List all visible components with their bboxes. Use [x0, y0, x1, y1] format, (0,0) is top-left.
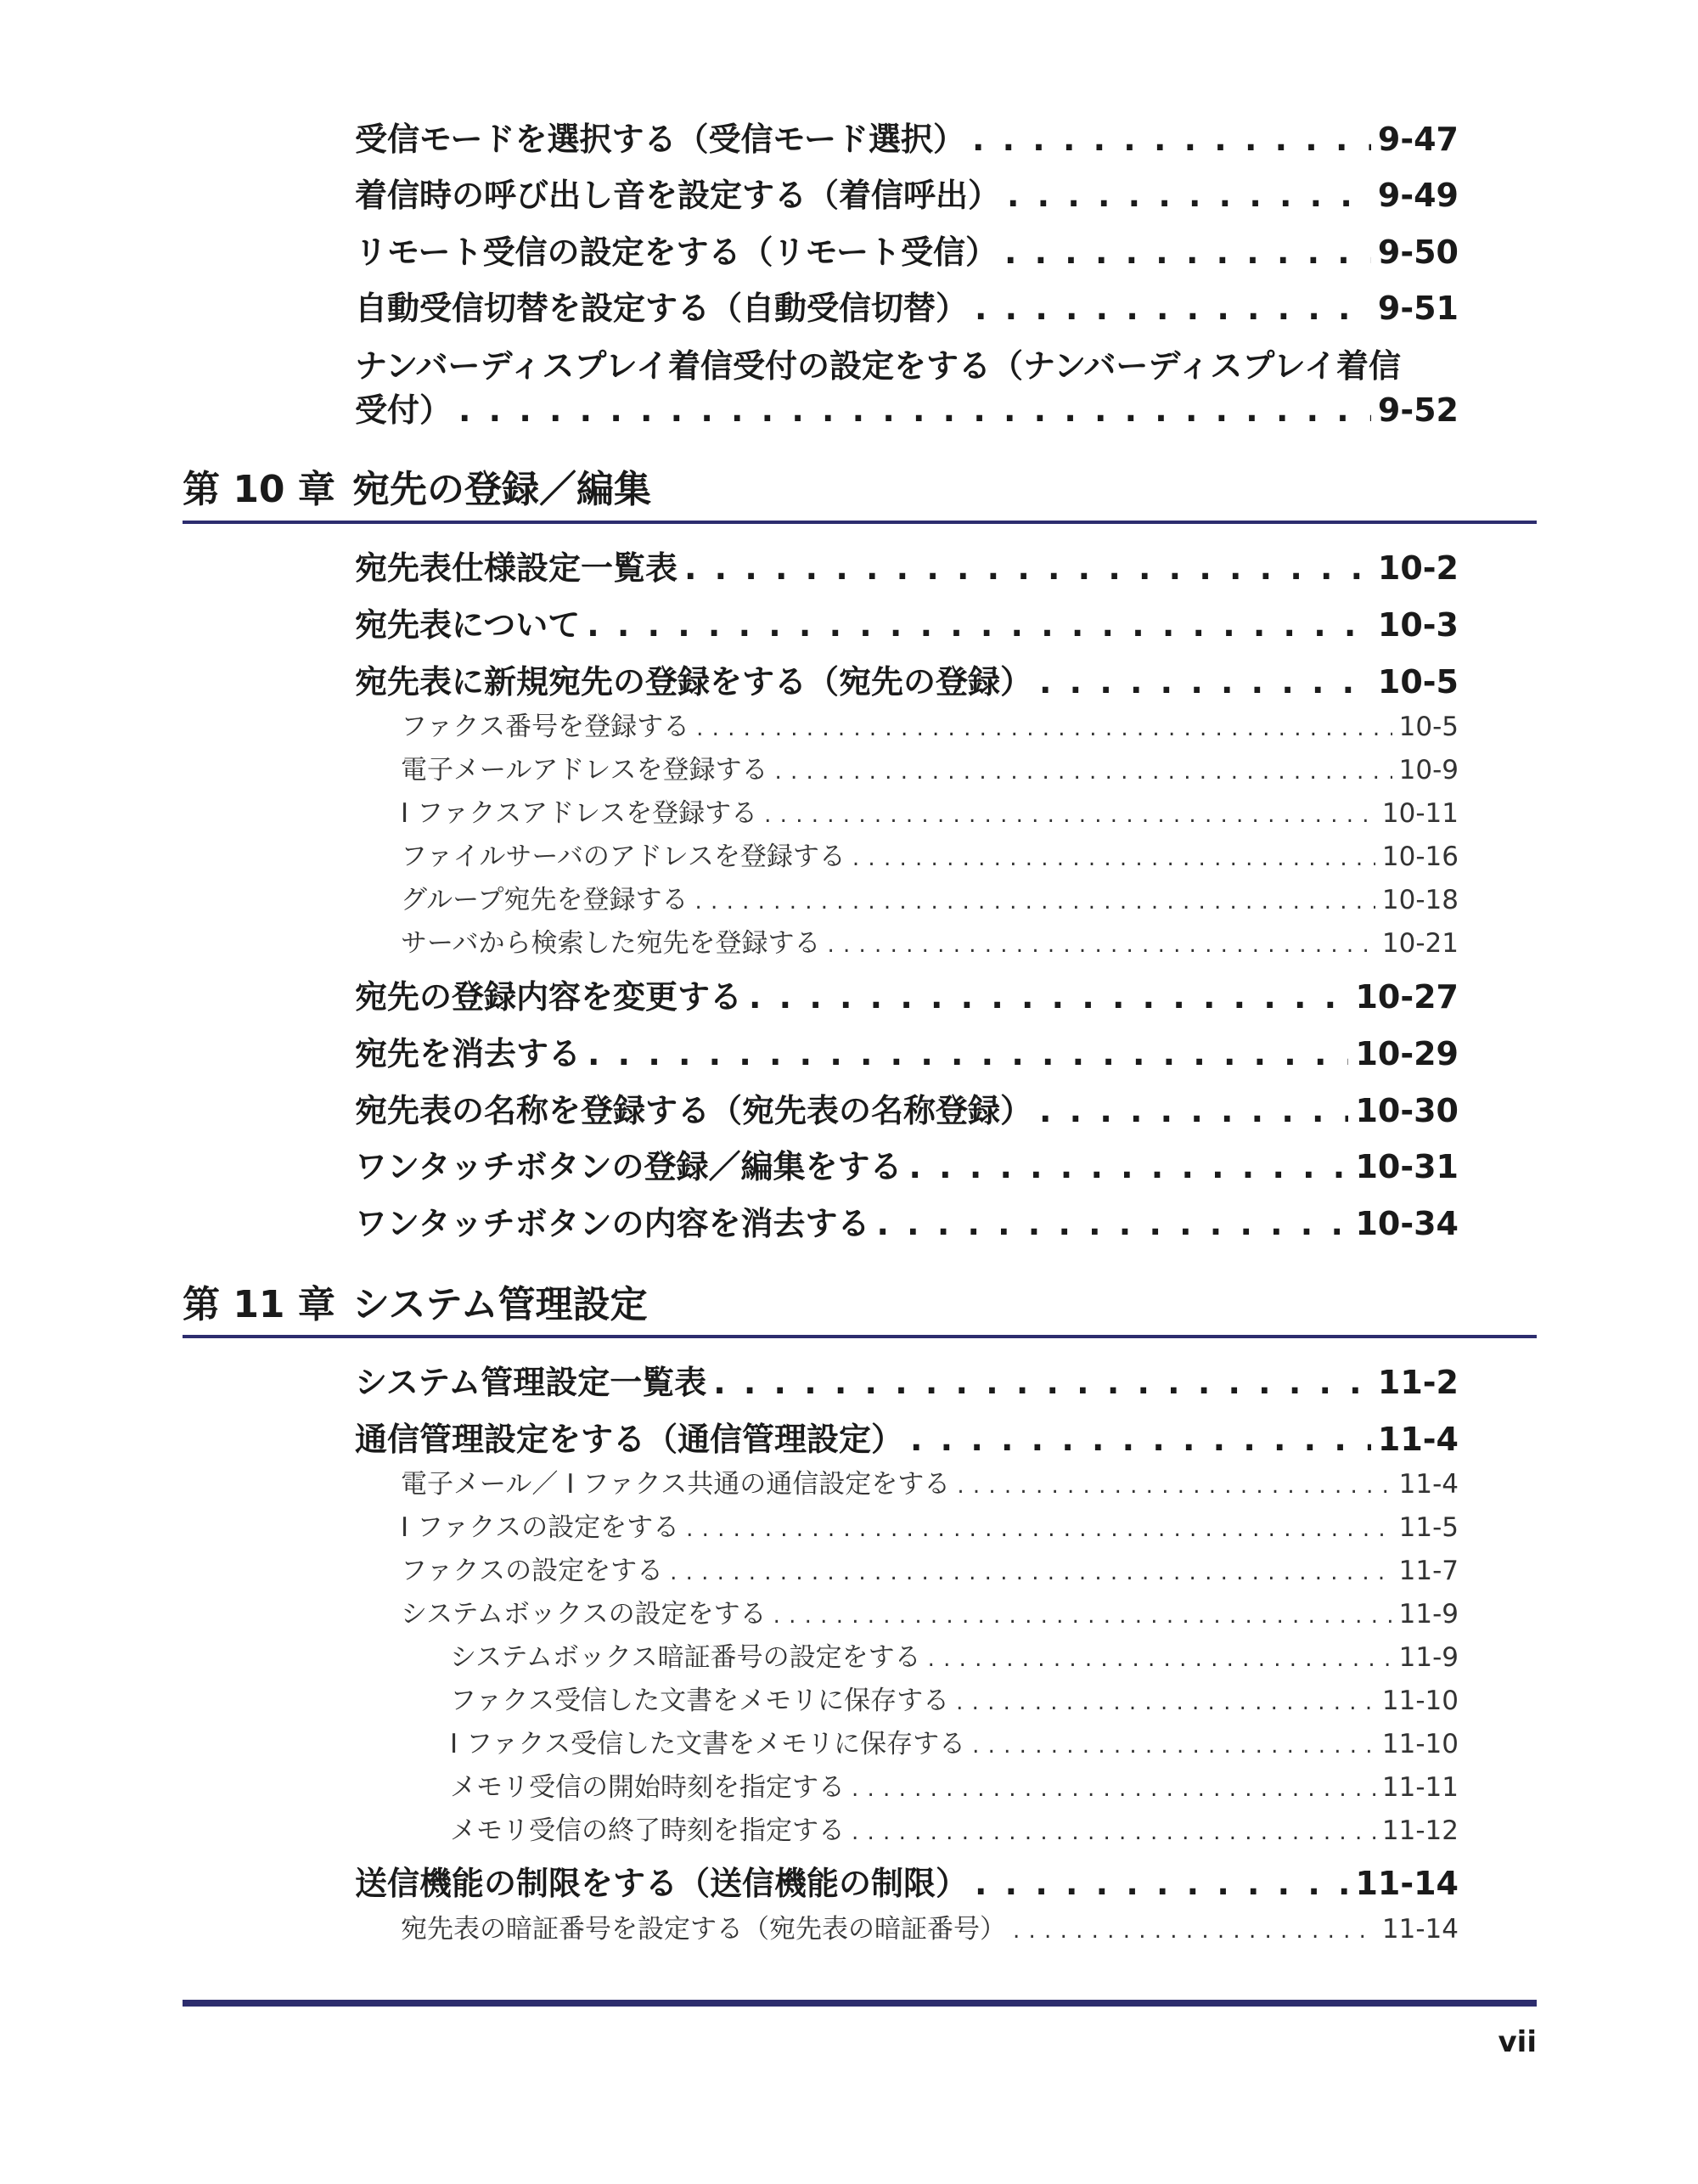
toc-subentry-title: I ファクスアドレスを登録する	[401, 798, 758, 829]
toc-entry[interactable]	[355, 1857, 1459, 1905]
toc-subentry-page: 11-14	[1381, 1914, 1459, 1945]
leader-dots	[684, 549, 1371, 587]
leader-dots	[696, 716, 1392, 741]
toc-entry-page: 11-4	[1377, 1421, 1459, 1458]
toc-subentry[interactable]	[401, 705, 1459, 742]
toc-entry[interactable]	[355, 971, 1459, 1018]
toc-entry-title: システム管理設定一覧表	[355, 1364, 707, 1401]
leader-dots	[1004, 234, 1371, 271]
toc-entry[interactable]	[355, 656, 1459, 703]
toc-entry-title: リモート受信の設定をする（リモート受信）	[355, 234, 998, 271]
toc-entry[interactable]	[355, 384, 1459, 431]
leader-dots	[686, 1517, 1392, 1542]
toc-entry-page: 10-27	[1355, 978, 1459, 1016]
leader-dots	[713, 1364, 1371, 1401]
toc-subentry[interactable]	[401, 1907, 1459, 1945]
toc-subentry[interactable]	[401, 748, 1459, 785]
toc-entry-title: ワンタッチボタンの登録／編集をする	[355, 1148, 902, 1185]
toc-subsubentry-page: 11-11	[1381, 1772, 1459, 1803]
toc-subentry[interactable]	[401, 835, 1459, 872]
leader-dots	[1013, 1918, 1375, 1944]
toc-entry-page: 11-2	[1377, 1364, 1459, 1401]
toc-subentry-page: 11-5	[1398, 1512, 1459, 1543]
toc-subsubentry-title: メモリ受信の終了時刻を指定する	[450, 1815, 845, 1846]
leader-dots	[670, 1560, 1392, 1585]
toc-subsubentry[interactable]	[450, 1722, 1459, 1759]
toc-entry[interactable]	[355, 113, 1459, 160]
chapter-heading	[183, 1274, 648, 1328]
toc-entry[interactable]	[355, 1140, 1459, 1188]
toc-entry-page: 10-2	[1377, 549, 1459, 587]
toc-entry-wrapped-line1[interactable]: ナンバーディスプレイ着信受付の設定をする（ナンバーディスプレイ着信	[355, 347, 1401, 385]
leader-dots	[975, 1865, 1348, 1902]
toc-subentry-title: I ファクスの設定をする	[401, 1512, 680, 1543]
toc-entry-page: 10-34	[1355, 1205, 1459, 1242]
toc-subsubentry-page: 11-10	[1381, 1686, 1459, 1716]
toc-subentry-title: サーバから検索した宛先を登録する	[401, 928, 821, 959]
leader-dots	[972, 121, 1371, 158]
leader-dots	[972, 1733, 1375, 1759]
toc-entry-title: 宛先表に新規宛先の登録をする（宛先の登録）	[355, 663, 1033, 701]
leader-dots	[876, 1205, 1348, 1242]
chapter-divider	[183, 1335, 1537, 1338]
toc-entry-page: 9-50	[1377, 234, 1459, 271]
chapter-title: システム管理設定	[352, 1283, 648, 1326]
toc-subentry-title: 電子メール／ I ファクス共通の通信設定をする	[401, 1469, 951, 1500]
page-number: vii	[1498, 2025, 1537, 2059]
leader-dots	[957, 1473, 1392, 1499]
toc-subentry-page: 10-9	[1398, 755, 1459, 785]
leader-dots	[908, 1148, 1348, 1185]
toc-subsubentry[interactable]	[450, 1765, 1459, 1803]
toc-entry-title: 受信モードを選択する（受信モード選択）	[355, 121, 965, 158]
toc-subsubentry[interactable]	[450, 1809, 1459, 1846]
toc-entry[interactable]	[355, 169, 1459, 217]
toc-entry-title: 宛先表の名称を登録する（宛先表の名称登録）	[355, 1092, 1033, 1129]
leader-dots	[458, 391, 1371, 429]
toc-entry-title: ワンタッチボタンの内容を消去する	[355, 1205, 870, 1242]
toc-subentry-title: システムボックスの設定をする	[401, 1599, 767, 1630]
toc-entry-page: 9-47	[1377, 121, 1459, 158]
toc-entry[interactable]	[355, 599, 1459, 646]
toc-subsubentry-page: 11-10	[1381, 1729, 1459, 1759]
toc-subentry-page: 11-9	[1398, 1599, 1459, 1630]
toc-entry-title: 自動受信切替を設定する（自動受信切替）	[355, 290, 969, 327]
leader-dots	[1039, 663, 1371, 701]
leader-dots	[975, 290, 1371, 327]
toc-entry-title: 受付）	[355, 391, 453, 429]
toc-subentry[interactable]	[401, 1462, 1459, 1500]
footer-divider	[183, 2000, 1537, 2007]
toc-entry[interactable]	[355, 1413, 1459, 1461]
toc-subsubentry-page: 11-9	[1398, 1642, 1459, 1673]
toc-subentry-page: 11-7	[1398, 1556, 1459, 1586]
toc-entry-title: 宛先を消去する	[355, 1035, 582, 1072]
leader-dots	[1007, 177, 1371, 214]
leader-dots	[1039, 1092, 1348, 1129]
chapter-number: 第 11 章	[183, 1283, 335, 1326]
toc-subentry-page: 10-5	[1398, 712, 1459, 742]
toc-subentry[interactable]	[401, 791, 1459, 829]
toc-subentry[interactable]	[401, 1592, 1459, 1630]
toc-entry-page: 10-3	[1377, 606, 1459, 644]
toc-entry[interactable]	[355, 1197, 1459, 1245]
chapter-heading	[183, 459, 651, 513]
toc-entry-title: 宛先表について	[355, 606, 581, 644]
toc-entry-page: 10-5	[1377, 663, 1459, 701]
toc-subentry-page: 11-4	[1398, 1469, 1459, 1500]
toc-entry[interactable]	[355, 1027, 1459, 1075]
leader-dots	[749, 978, 1348, 1016]
toc-entry-title: 着信時の呼び出し音を設定する（着信呼出）	[355, 177, 1001, 214]
leader-dots	[588, 1035, 1348, 1072]
toc-subentry-title: ファクス番号を登録する	[401, 712, 690, 742]
toc-entry-title: 送信機能の制限をする（送信機能の制限）	[355, 1865, 969, 1902]
toc-subentry-title: ファクスの設定をする	[401, 1556, 664, 1586]
toc-entry[interactable]	[355, 1356, 1459, 1404]
toc-subentry-title: 宛先表の暗証番号を設定する（宛先表の暗証番号）	[401, 1914, 1006, 1945]
toc-subsubentry[interactable]	[450, 1635, 1459, 1673]
toc-subsubentry-title: ファクス受信した文書をメモリに保存する	[450, 1686, 950, 1716]
chapter-divider	[183, 521, 1537, 524]
leader-dots	[774, 759, 1392, 785]
leader-dots	[695, 889, 1375, 915]
toc-entry-page: 10-29	[1355, 1035, 1459, 1072]
toc-entry-title: 宛先の登録内容を変更する	[355, 978, 743, 1016]
toc-subsubentry-page: 11-12	[1381, 1815, 1459, 1846]
toc-entry-page: 9-51	[1377, 290, 1459, 327]
leader-dots	[852, 1820, 1375, 1845]
leader-dots	[852, 846, 1375, 871]
leader-dots	[764, 802, 1375, 828]
toc-entry-page: 9-52	[1377, 391, 1459, 429]
toc-entry[interactable]	[355, 282, 1459, 329]
toc-subsubentry-title: I ファクス受信した文書をメモリに保存する	[450, 1729, 966, 1759]
chapter-title: 宛先の登録／編集	[352, 468, 651, 511]
toc-entry[interactable]	[355, 542, 1459, 589]
toc-subentry[interactable]	[401, 921, 1459, 959]
toc-subentry-title: ファイルサーバのアドレスを登録する	[401, 842, 846, 872]
toc-entry-title: 宛先表仕様設定一覧表	[355, 549, 678, 587]
toc-entry-title: 通信管理設定をする（通信管理設定）	[355, 1421, 904, 1458]
leader-dots	[587, 606, 1371, 644]
toc-subsubentry[interactable]	[450, 1679, 1459, 1716]
toc-subentry-page: 10-21	[1381, 928, 1459, 959]
toc-subentry[interactable]	[401, 878, 1459, 915]
toc-entry-page: 9-49	[1377, 177, 1459, 214]
leader-dots	[852, 1776, 1375, 1802]
leader-dots	[827, 932, 1375, 958]
toc-subentry-title: 電子メールアドレスを登録する	[401, 755, 768, 785]
toc-subentry-title: グループ宛先を登録する	[401, 885, 689, 915]
toc-subentry-page: 10-16	[1381, 842, 1459, 872]
chapter-number: 第 10 章	[183, 468, 335, 511]
toc-entry-page: 10-31	[1355, 1148, 1459, 1185]
toc-subentry-page: 10-11	[1381, 798, 1459, 829]
toc-subentry-page: 10-18	[1381, 885, 1459, 915]
toc-entry[interactable]	[355, 226, 1459, 273]
toc-subentry[interactable]	[401, 1549, 1459, 1586]
toc-entry[interactable]	[355, 1084, 1459, 1132]
leader-dots	[773, 1603, 1392, 1629]
toc-subsubentry-title: メモリ受信の開始時刻を指定する	[450, 1772, 845, 1803]
leader-dots	[910, 1421, 1371, 1458]
toc-subentry[interactable]	[401, 1506, 1459, 1543]
leader-dots	[956, 1690, 1375, 1715]
toc-entry-page: 11-14	[1355, 1865, 1459, 1902]
leader-dots	[928, 1646, 1392, 1672]
toc-subsubentry-title: システムボックス暗証番号の設定をする	[450, 1642, 921, 1673]
toc-entry-page: 10-30	[1355, 1092, 1459, 1129]
